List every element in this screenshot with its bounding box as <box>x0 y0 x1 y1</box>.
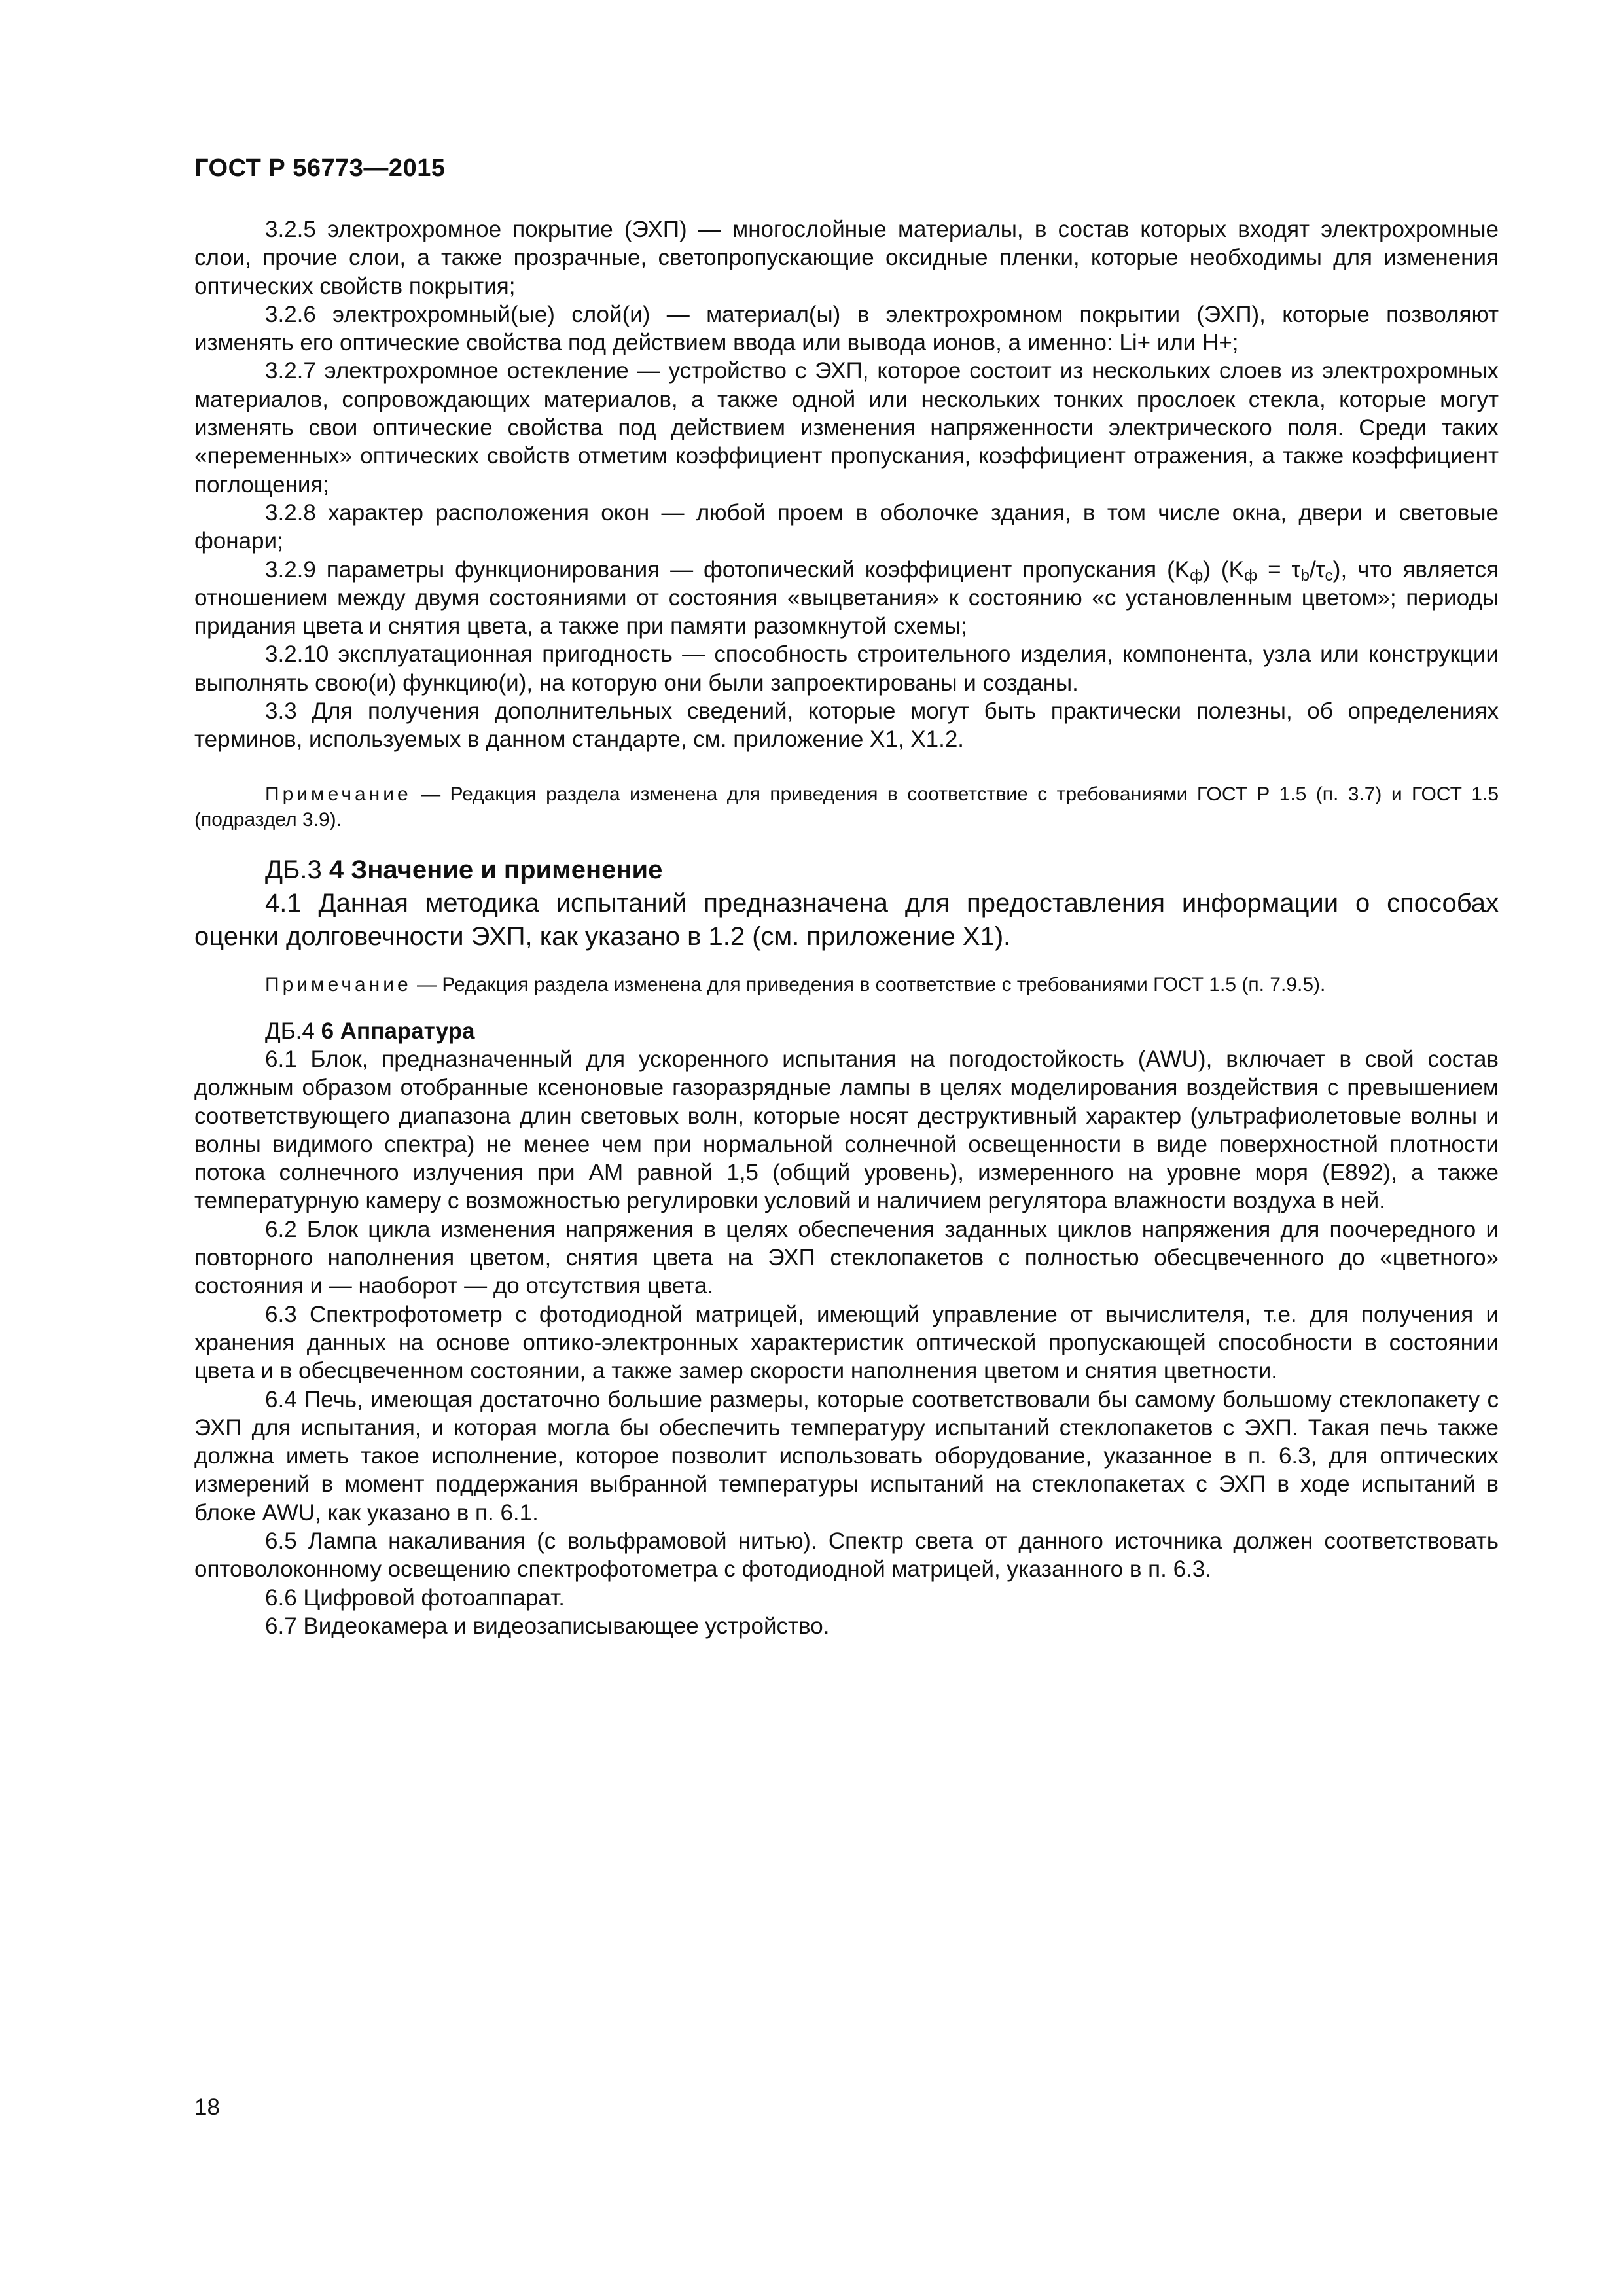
section-6-heading <box>194 1017 1499 1045</box>
paragraph-4-1: 4.1 Данная методика испытаний предназначена для предоставления информации о способах оценки долговечности ЭХП, как указано в 1.2 (см. приложение X1). <box>194 888 1499 951</box>
page-number: 18 <box>194 2094 220 2120</box>
subscript: ф <box>1190 566 1204 584</box>
section-4-heading <box>194 853 1499 887</box>
document-body <box>194 215 1499 1640</box>
note-2 <box>194 972 1499 997</box>
note-label: Примечание <box>265 783 412 805</box>
paragraph-6-1: 6.1 Блок, предназначенный для ускоренного испытания на погодостойкость (AWU), включает в свой состав должным образом отобранные ксеноновые газоразрядные лампы в целях моделирования воздействия с превышением соответствующего диапазона длин световых волн, которые носят деструктивный характер (ультрафиолетовые волны и волны видимого спектра) не менее чем при нормальной солнечной освещенности в виде поверхностной плотности потока солнечного излучения при АМ равной 1,5 (общий уровень), измеренного на уровне моря (E892), а также температурную камеру с возможностью регулировки условий и наличием регулятора влажности воздуха в ней. <box>194 1046 1499 1214</box>
note-label: Примечание <box>265 973 412 996</box>
document-header: ГОСТ Р 56773—2015 <box>194 154 446 182</box>
paragraph-3-3: 3.3 Для получения дополнительных сведений, которые могут быть практически полезны, об определениях терминов, используемых в данном стандарте, см. приложение X1, X1.2. <box>194 698 1499 753</box>
section-title: 4 Значение и применение <box>329 855 663 884</box>
text-segment: ) (K <box>1203 556 1244 583</box>
paragraph-6-5: 6.5 Лампа накаливания (с вольфрамовой нитью). Спектр света от данного источника должен соответствовать оптоволоконному освещению спектрофотометра с фотодиодной матрицей, указанного в п. 6.3. <box>194 1528 1499 1583</box>
subscript: c <box>1325 566 1333 584</box>
section-title: 6 Аппаратура <box>321 1018 475 1044</box>
paragraph-6-6: 6.6 Цифровой фотоаппарат. <box>265 1585 565 1611</box>
paragraph-6-3: 6.3 Спектрофотометр с фотодиодной матрицей, имеющий управление от вычислителя, т.е. для получения и хранения данных на основе оптико-электронных характеристик оптической пропускающей способности в состоянии цвета и в обесцвеченном состоянии, а также замер скорости наполнения цветом и снятия цветности. <box>194 1301 1499 1384</box>
paragraph-3-2-10: 3.2.10 эксплуатационная пригодность — способность строительного изделия, компонента, узла или конструкции выполнять свою(и) функцию(и), на которую они были запроектированы и созданы. <box>194 641 1499 696</box>
note-1 <box>194 781 1499 833</box>
text-segment: 3.2.9 параметры функционирования — фотопический коэффициент пропускания (K <box>265 556 1190 583</box>
section-prefix: ДБ.4 <box>265 1018 321 1044</box>
section-prefix: ДБ.3 <box>265 855 329 884</box>
text-segment: = τ <box>1257 556 1301 583</box>
subscript: ф <box>1243 566 1258 584</box>
subscript: b <box>1300 566 1310 584</box>
paragraph-6-2: 6.2 Блок цикла изменения напряжения в целях обеспечения заданных циклов напряжения для поочередного и повторного наполнения цветом, снятия цвета на ЭХП стеклопакетов с полностью обесцвеченного до «цветного» состояния и — наоборот — до отсутствия цвета. <box>194 1216 1499 1299</box>
text-segment: ), что является отношением между двумя состояниями от состояния «выцветания» к состоянию «с установленным цветом»; периоды придания цвета и снятия цвета, а также при памяти разомкнутой схемы; <box>194 556 1499 639</box>
paragraph-3-2-7: 3.2.7 электрохромное остекление — устройство с ЭХП, которое состоит из нескольких слоев из электрохромных материалов, сопровождающих материалов, а также одной или нескольких тонких прослоек стекла, которые могут изменять свои оптические свойства под действием изменения напряженности электрического поля. Среди таких «переменных» оптических свойств отметим коэффициент пропускания, коэффициент отражения, а также коэффициент поглощения; <box>194 358 1499 497</box>
note-text: — Редакция раздела изменена для приведения в соответствие с требованиями ГОСТ Р 1.5 (п. 3.7) и ГОСТ 1.5 (подраздел 3.9). <box>194 783 1499 831</box>
paragraph-6-4: 6.4 Печь, имеющая достаточно большие размеры, которые соответствовали бы самому большому стеклопакету с ЭХП для испытания, и которая могла бы обеспечить температуру испытаний стеклопакетов с ЭХП. Такая печь также должна иметь такое исполнение, которое позволит использовать оборудование, указанное в п. 6.3, для оптических измерений в момент поддержания выбранной температуры испытаний на стеклопакетах с ЭХП в ходе испытаний в блоке AWU, как указано в п. 6.1. <box>194 1386 1499 1526</box>
paragraph-3-2-9 <box>194 556 1499 641</box>
text-segment: /τ <box>1309 556 1325 583</box>
paragraph-3-2-6: 3.2.6 электрохромный(ые) слой(и) — материал(ы) в электрохромном покрытии (ЭХП), которые позволяют изменять его оптические свойства под действием ввода или вывода ионов, а именно: Li+ или H+; <box>194 301 1499 356</box>
note-text: — Редакция раздела изменена для приведения в соответствие с требованиями ГОСТ 1.5 (п. 7.9.5). <box>411 973 1326 996</box>
paragraph-3-2-5: 3.2.5 электрохромное покрытие (ЭХП) — многослойные материалы, в состав которых входят электрохромные слои, прочие слои, а также прозрачные, светопропускающие оксидные пленки, которые необходимы для изменения оптических свойств покрытия; <box>194 217 1499 299</box>
paragraph-3-2-8: 3.2.8 характер расположения окон — любой проем в оболочке здания, в том числе окна, двери и световые фонари; <box>194 499 1499 554</box>
paragraph-6-7: 6.7 Видеокамера и видеозаписывающее устройство. <box>265 1613 830 1639</box>
